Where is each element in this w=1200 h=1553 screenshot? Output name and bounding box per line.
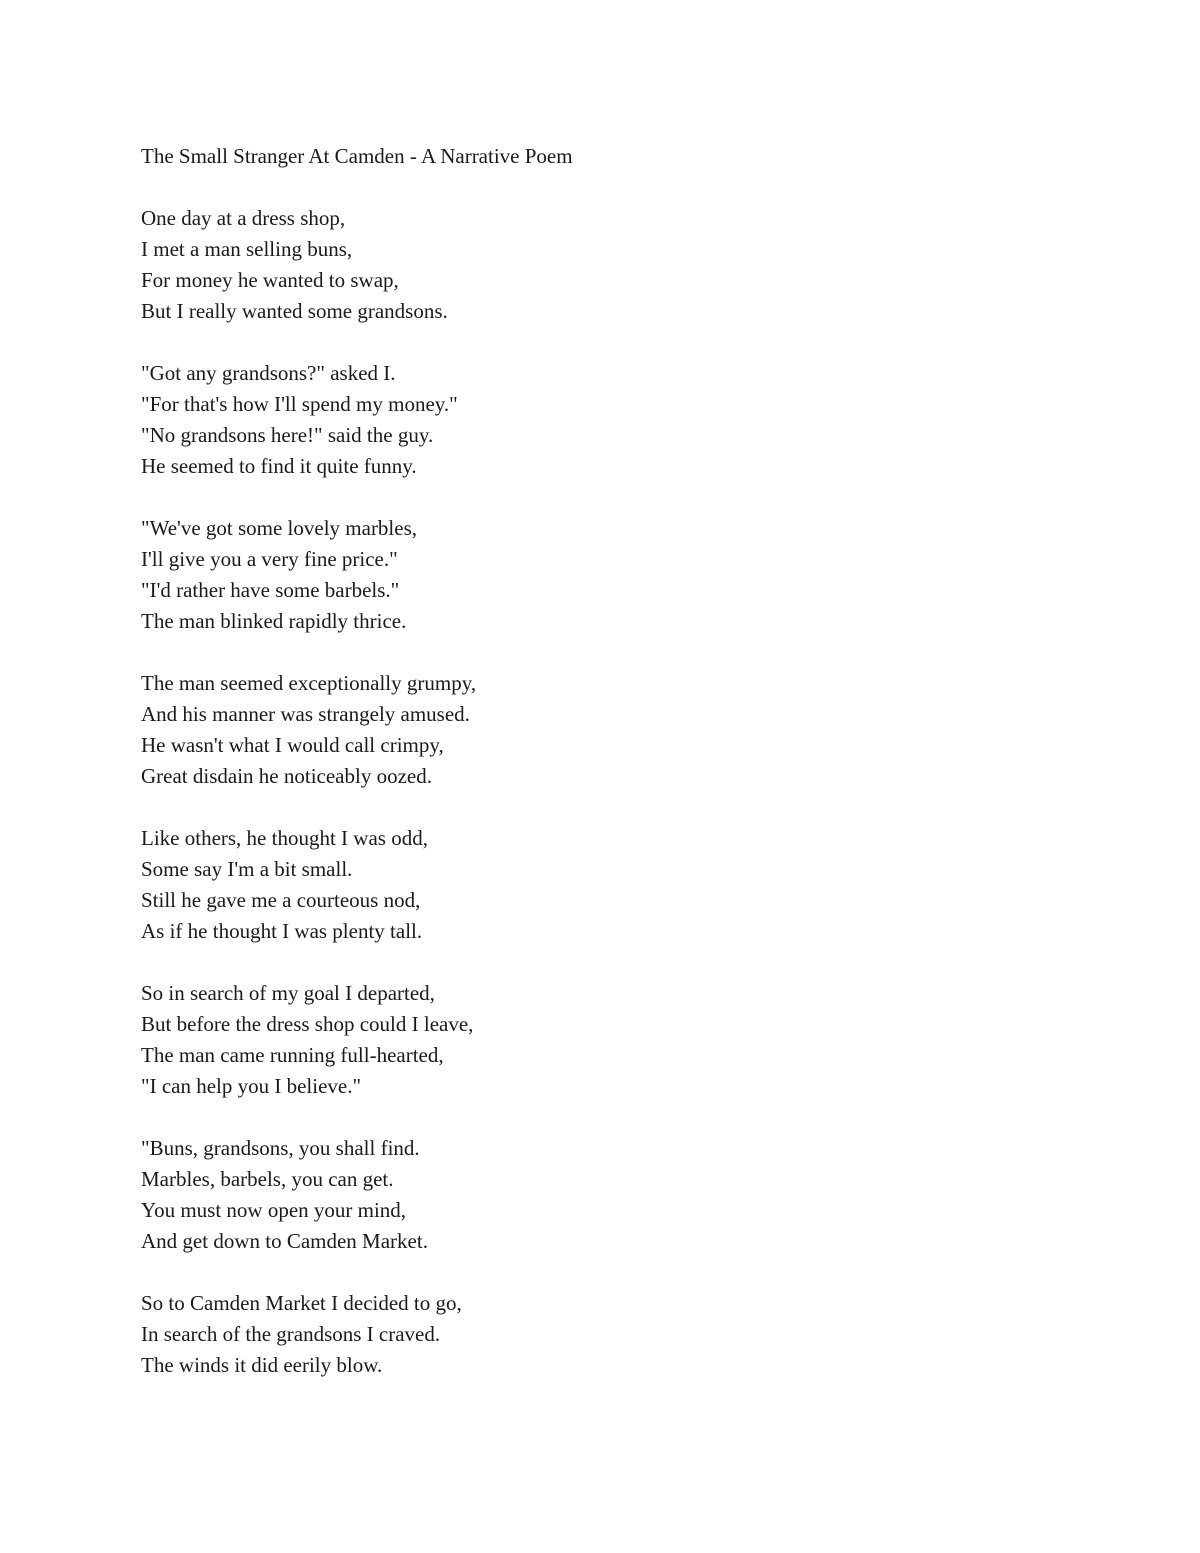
poem-line: You must now open your mind, <box>141 1198 407 1222</box>
poem-line: But I really wanted some grandsons. <box>141 299 448 323</box>
poem-line: The winds it did eerily blow. <box>141 1353 383 1377</box>
poem-line: One day at a dress shop, <box>141 206 346 230</box>
poem-line: Great disdain he noticeably oozed. <box>141 764 432 788</box>
stanza <box>141 823 1041 947</box>
stanza <box>141 513 1041 637</box>
poem-line: But before the dress shop could I leave, <box>141 1012 474 1036</box>
poem-line: So to Camden Market I decided to go, <box>141 1291 462 1315</box>
poem-title: The Small Stranger At Camden - A Narrative Poem <box>141 144 573 168</box>
poem-line: Like others, he thought I was odd, <box>141 826 428 850</box>
poem-line: Some say I'm a bit small. <box>141 857 353 881</box>
poem-line: I met a man selling buns, <box>141 237 353 261</box>
poem-line: "I can help you I believe." <box>141 1074 362 1098</box>
poem-line: Still he gave me a courteous nod, <box>141 888 421 912</box>
stanza <box>141 1288 1041 1381</box>
poem-line: As if he thought I was plenty tall. <box>141 919 423 943</box>
poem-line: I'll give you a very fine price." <box>141 547 398 571</box>
poem-line: "Buns, grandsons, you shall find. <box>141 1136 420 1160</box>
poem-line: So in search of my goal I departed, <box>141 981 435 1005</box>
poem-line: "Got any grandsons?" asked I. <box>141 361 396 385</box>
poem-line: He seemed to find it quite funny. <box>141 454 417 478</box>
poem-line: The man came running full-hearted, <box>141 1043 444 1067</box>
poem-line: Marbles, barbels, you can get. <box>141 1167 394 1191</box>
poem-line: "No grandsons here!" said the guy. <box>141 423 434 447</box>
poem-line: In search of the grandsons I craved. <box>141 1322 441 1346</box>
stanza <box>141 978 1041 1102</box>
poem-line: And his manner was strangely amused. <box>141 702 470 726</box>
poem-content <box>141 141 1041 1412</box>
stanza <box>141 1133 1041 1257</box>
poem-line: "We've got some lovely marbles, <box>141 516 418 540</box>
stanza <box>141 668 1041 792</box>
stanza <box>141 358 1041 482</box>
poem-line: The man blinked rapidly thrice. <box>141 609 407 633</box>
poem-line: And get down to Camden Market. <box>141 1229 428 1253</box>
stanza <box>141 203 1041 327</box>
poem-line: He wasn't what I would call crimpy, <box>141 733 444 757</box>
poem-line: "For that's how I'll spend my money." <box>141 392 458 416</box>
poem-line: The man seemed exceptionally grumpy, <box>141 671 477 695</box>
poem-line: For money he wanted to swap, <box>141 268 399 292</box>
poem-line: "I'd rather have some barbels." <box>141 578 400 602</box>
